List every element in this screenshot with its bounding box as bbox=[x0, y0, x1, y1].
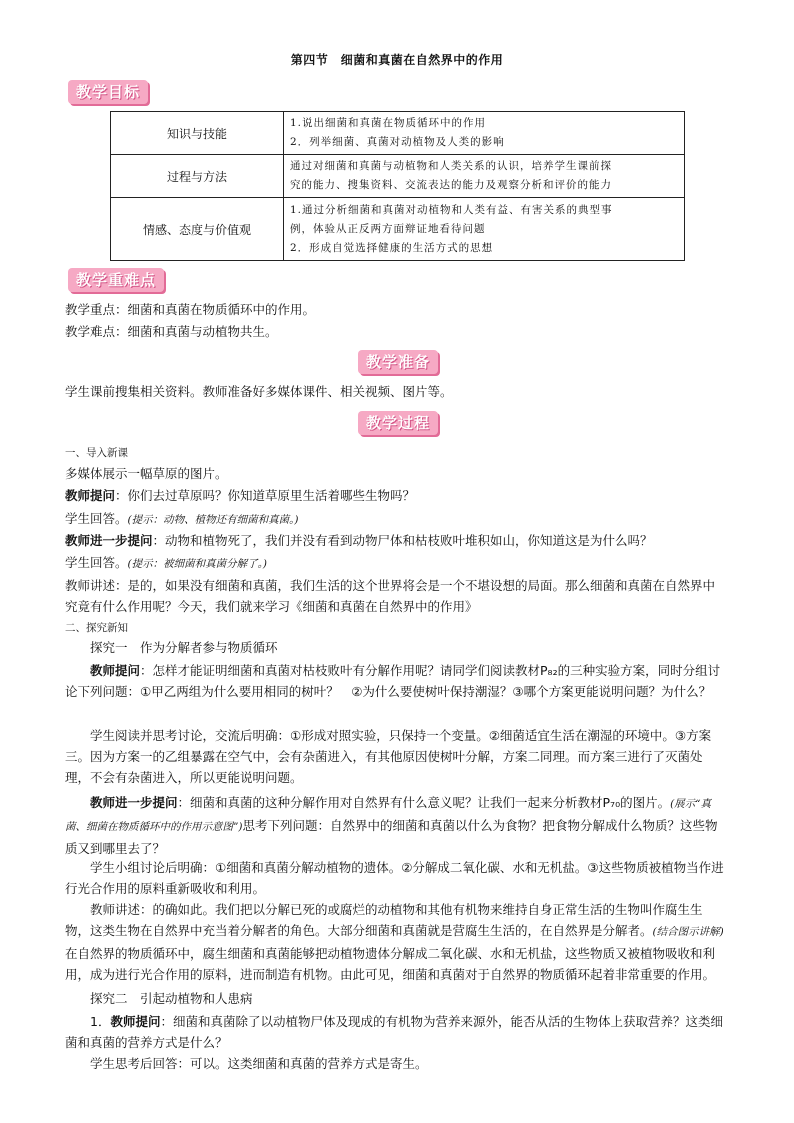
question-label: 教师提问 bbox=[90, 663, 141, 678]
table-row bbox=[111, 112, 685, 155]
hint-note: (提示：被细菌和真菌分解了。) bbox=[127, 558, 267, 570]
goal-category: 情感、态度与价值观 bbox=[111, 198, 284, 261]
goal-category: 知识与技能 bbox=[111, 112, 284, 155]
paragraph: 学生小组讨论后明确：①细菌和真菌分解动植物的遗体。②分解成二氧化碳、水和无机盐。③这些物质被植物当作进行光合作用的原料重新吸收和利用。 bbox=[65, 860, 724, 896]
paragraph: 教师进一步提问：细菌和真菌的这种分解作用对自然界有什么意义呢？让我们一起来分析教材P₇₀的图片。(展示“真菌、细菌在物质循环中的作用示意图”)思考下列问题：自然界中的细菌和真菌以什么为食物？把食物分解成什么物质？这些物质又到哪里去了？ bbox=[65, 795, 718, 856]
paragraph: 教师讲述：是的，如果没有细菌和真菌，我们生活的这个世界将会是一个不堪设想的局面。那么细菌和真菌在自然界中究竟有什么作用呢？今天，我们就来学习《细菌和真菌在自然界中的作用》 bbox=[65, 578, 716, 614]
teaching-goals-badge: 教学目标 bbox=[68, 80, 148, 104]
question-label: 教师进一步提问 bbox=[90, 795, 178, 810]
question-label: 教师提问 bbox=[65, 488, 116, 503]
prep-text: 学生课前搜集相关资料。教师准备好多媒体课件、相关视频、图片等。 bbox=[65, 384, 453, 399]
teaching-goals-table bbox=[110, 111, 685, 261]
paragraph: 学生回答。(提示：动物、植物还有细菌和真菌。) bbox=[65, 511, 299, 526]
paragraph: 教师讲述：的确如此。我们把以分解已死的或腐烂的动植物和其他有机物来维持自身正常生活的生物叫作腐生生物，这类生物在自然界中充当着分解者的角色。大部分细菌和真菌就是营腐生生活的，在自然界是分解者。(结合图示讲解)在自然界的物质循环中，腐生细菌和真菌能够把动植物遗体分解成二氧化碳、水和无机盐，这些物质又被植物吸收和利用，成为进行光合作用的原料，进而制造有机物。由此可见，细菌和真菌对于自然界的物质循环起着非常重要的作用。 bbox=[65, 902, 724, 982]
paragraph: 1．教师提问：细菌和真菌除了以动植物尸体及现成的有机物为营养来源外，能否从活的生物体上获取营养？这类细菌和真菌的营养方式是什么？ bbox=[65, 1014, 723, 1050]
teaching-prep-badge: 教学准备 bbox=[358, 350, 438, 374]
paragraph: 学生阅读并思考讨论，交流后明确：①形成对照实验，只保持一个变量。②细菌适宜生活在潮湿的环境中。③方案三。因为方案一的乙组暴露在空气中，会有杂菌进入，有其他原因使树叶分解，方案二同理。而方案三进行了灭菌处理，不会有杂菌进入，所以更能说明问题。 bbox=[65, 728, 712, 785]
goal-description: 1.通过分析细菌和真菌对动植物和人类有益、有害关系的典型事 例，体验从正反两方面辩证地看待问题 2．形成自觉选择健康的生活方式的思想 bbox=[284, 198, 685, 261]
teaching-process-badge: 教学过程 bbox=[358, 411, 438, 435]
section-heading: 一、导入新课 bbox=[65, 447, 128, 459]
paragraph: 教师提问：怎样才能证明细菌和真菌对枯枝败叶有分解作用呢？请同学们阅读教材P₈₂的三种实验方案，同时分组讨论下列问题：①甲乙两组为什么要用相同的树叶？ ②为什么要使树叶保持潮湿？③哪个方案更能说明问题？为什么？ bbox=[65, 663, 721, 699]
key-point-focus: 教学重点：细菌和真菌在物质循环中的作用。 bbox=[65, 302, 316, 317]
question-label: 教师进一步提问 bbox=[65, 533, 153, 548]
paragraph: 学生思考后回答：可以。这类细菌和真菌的营养方式是寄生。 bbox=[90, 1056, 428, 1071]
subsection-heading: 探究二 引起动植物和人患病 bbox=[90, 991, 253, 1006]
hint-note: (提示：动物、植物还有细菌和真菌。) bbox=[127, 514, 299, 526]
subsection-heading: 探究一 作为分解者参与物质循环 bbox=[90, 640, 278, 655]
goal-description: 通过对细菌和真菌与动植物和人类关系的认识，培养学生课前探 究的能力、搜集资料、交流表达的能力及观察分析和评价的能力 bbox=[284, 155, 685, 198]
hint-note: (结合图示讲解) bbox=[652, 926, 724, 938]
page-title: 第四节 细菌和真菌在自然界中的作用 bbox=[290, 53, 504, 67]
paragraph: 学生回答。(提示：被细菌和真菌分解了。) bbox=[65, 555, 267, 570]
paragraph: 多媒体展示一幅草原的图片。 bbox=[65, 466, 228, 481]
goal-description: 1.说出细菌和真菌在物质循环中的作用 2．列举细菌、真菌对动植物及人类的影响 bbox=[284, 112, 685, 155]
question-label: 教师提问 bbox=[110, 1014, 161, 1029]
key-points-badge: 教学重难点 bbox=[68, 268, 164, 292]
section-heading: 二、探究新知 bbox=[65, 622, 128, 634]
key-point-difficulty: 教学难点：细菌和真菌与动植物共生。 bbox=[65, 324, 278, 339]
paragraph: 教师进一步提问：动物和植物死了，我们并没有看到动物尸体和枯枝败叶堆积如山，你知道这是为什么吗？ bbox=[65, 533, 653, 548]
paragraph: 教师提问：你们去过草原吗？你知道草原里生活着哪些生物吗？ bbox=[65, 488, 416, 503]
goal-category: 过程与方法 bbox=[111, 155, 284, 198]
hint-note: (展示“真菌、细菌在物质循环中的作用示意图”) bbox=[65, 798, 712, 833]
table-row bbox=[111, 198, 685, 261]
table-row bbox=[111, 155, 685, 198]
